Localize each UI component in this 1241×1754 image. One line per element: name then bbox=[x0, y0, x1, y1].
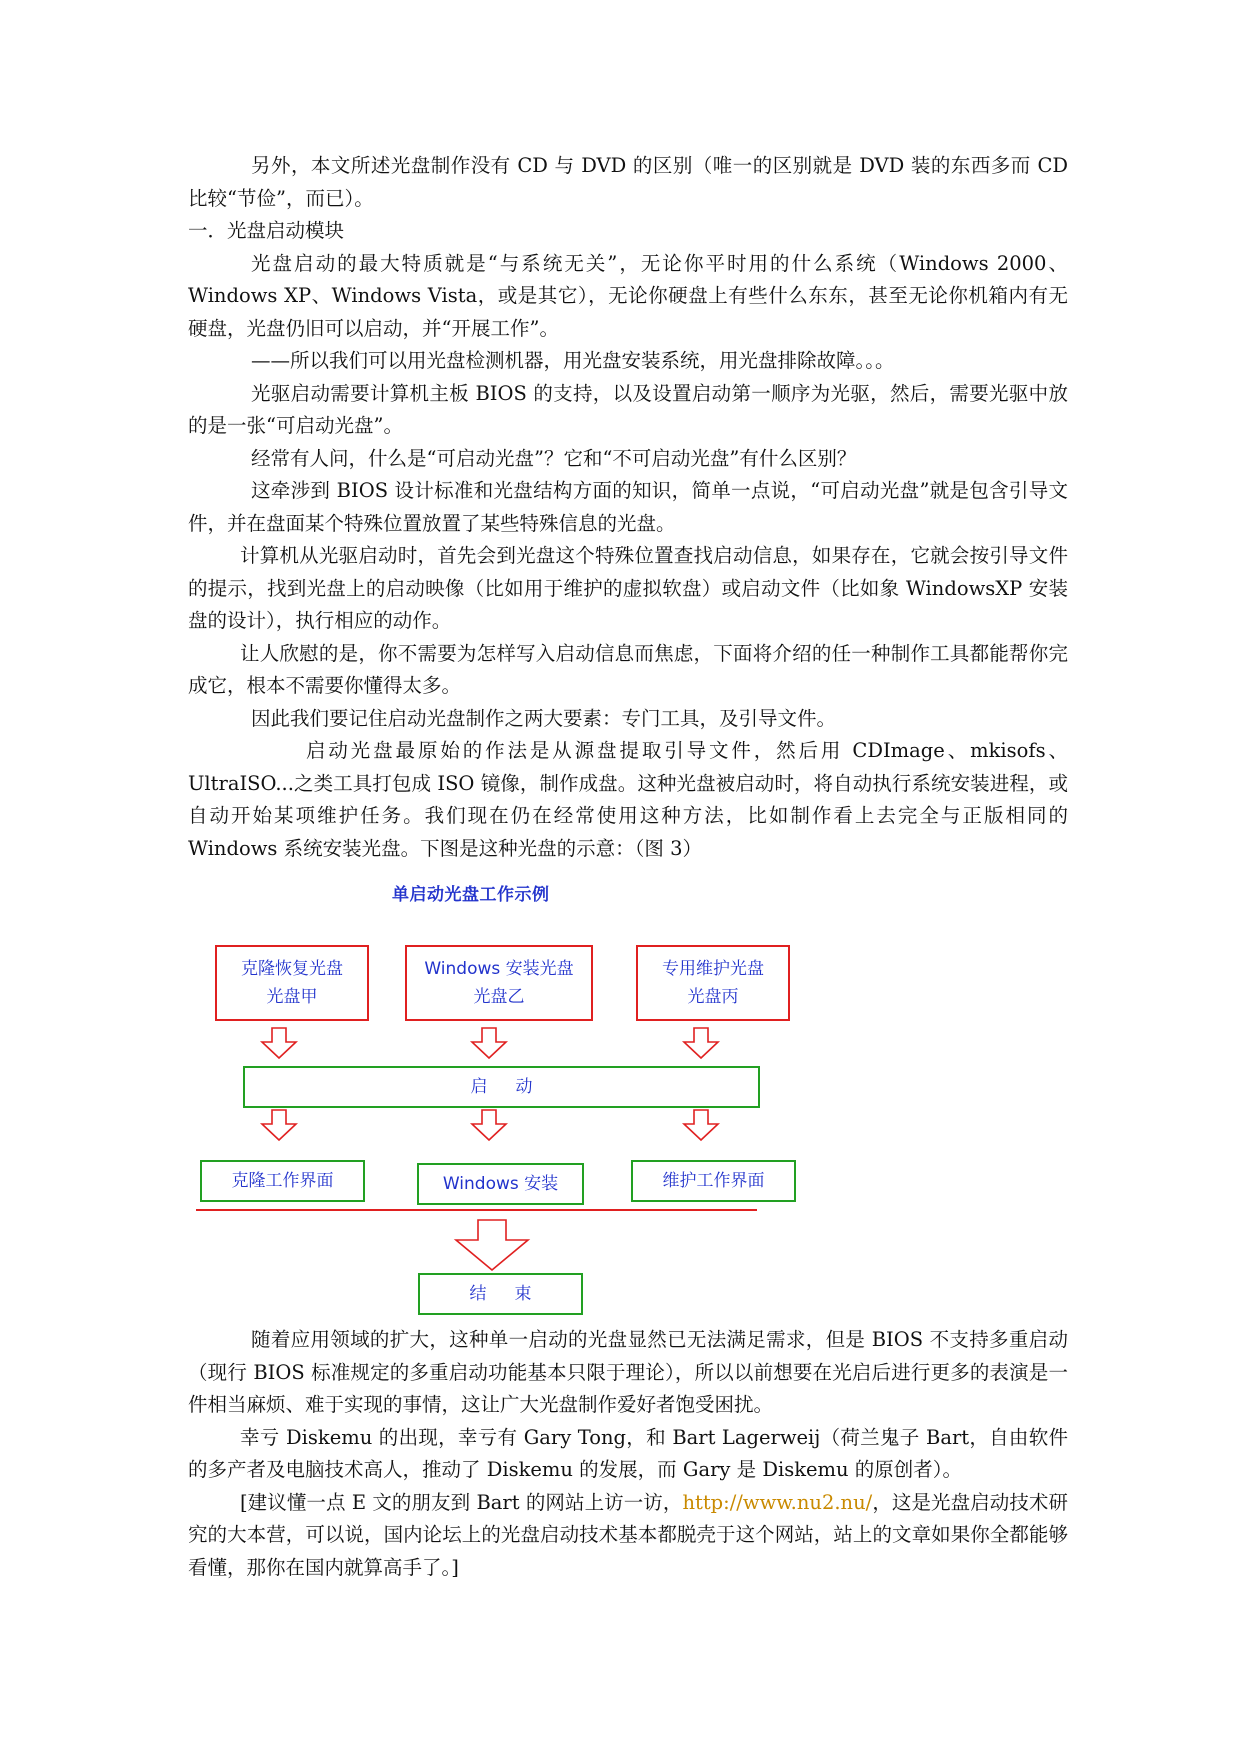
paragraph-uses: ——所以我们可以用光盘检测机器，用光盘安装系统，用光盘排除故障。。。 bbox=[251, 349, 895, 372]
disc-c-label: 专用维护光盘 bbox=[662, 959, 764, 979]
paragraph-diskemu: 幸亏 Diskemu 的出现，幸亏有 Gary Tong，和 Bart Lagerweij（荷兰鬼子 Bart，自由软件的多产者及电脑技术高人，推动了 Diskemu 的发展，而 Gary 是 Diskemu 的原创者）。 bbox=[188, 1425, 1068, 1481]
disc-a-box bbox=[215, 945, 369, 1021]
paragraph-question: 经常有人问，什么是“可启动光盘”？它和“不可启动光盘”有什么区别？ bbox=[251, 446, 857, 470]
paragraph-bios-standard: 这牵涉到 BIOS 设计标准和光盘结构方面的知识，简单一点说，“可启动光盘”就是包含引导文件，并在盘面某个特殊位置放置了某些特殊信息的光盘。 bbox=[188, 479, 1068, 535]
output-b-label: Windows 安装 bbox=[442, 1174, 559, 1194]
paragraph-two-elements: 因此我们要记住启动光盘制作之两大要素：专门工具，及引导文件。 bbox=[251, 706, 837, 730]
paragraph-cd-dvd: 另外，本文所述光盘制作没有 CD 与 DVD 的区别（唯一的区别就是 DVD 装的东西多而 CD 比较“节俭”，而已）。 bbox=[188, 154, 1068, 210]
end-label: 结束 bbox=[469, 1284, 560, 1304]
end-box bbox=[418, 1273, 583, 1315]
disc-b-label: Windows 安装光盘 bbox=[424, 959, 574, 979]
paragraph-boot-feature: 光盘启动的最大特质就是“与系统无关”，无论你平时用的什么系统（Windows 2000、Windows XP、Windows Vista，或是其它），无论你硬盘上有些什么东东，甚至无论你机箱内有无硬盘，光盘仍旧可以启动，并“开展工作”。 bbox=[188, 251, 1068, 340]
website-text-before: [建议懂一点 E 文的朋友到 Bart 的网站上访一访， bbox=[240, 1490, 683, 1514]
output-c-box bbox=[631, 1160, 796, 1202]
document-body-continued bbox=[188, 1324, 1068, 1584]
arrow-down-icon bbox=[456, 1220, 528, 1270]
disc-a-name: 光盘甲 bbox=[266, 987, 318, 1007]
document-body bbox=[188, 150, 1068, 865]
paragraph-boot-process: 计算机从光驱启动时，首先会到光盘这个特殊位置查找启动信息，如果存在，它就会按引导文件的提示，找到光盘上的启动映像（比如用于维护的虚拟软盘）或启动文件（比如象 WindowsXP 安装盘的设计），执行相应的动作。 bbox=[188, 544, 1068, 632]
disc-c-box bbox=[636, 945, 790, 1021]
disc-a-label: 克隆恢复光盘 bbox=[241, 959, 343, 979]
arrow-down-icon bbox=[684, 1028, 718, 1058]
paragraph-tools: 让人欣慰的是，你不需要为怎样写入启动信息而焦虑，下面将介绍的任一种制作工具都能帮你完成它，根本不需要你懂得太多。 bbox=[188, 641, 1068, 697]
disc-b-name: 光盘乙 bbox=[473, 987, 525, 1007]
output-c-label: 维护工作界面 bbox=[662, 1171, 765, 1191]
disc-c-name: 光盘丙 bbox=[687, 987, 739, 1007]
arrow-down-icon bbox=[262, 1110, 296, 1140]
paragraph-website bbox=[188, 1487, 1068, 1585]
disc-b-box bbox=[405, 945, 593, 1021]
output-a-box bbox=[200, 1160, 365, 1202]
output-a-label: 克隆工作界面 bbox=[231, 1171, 334, 1191]
paragraph-bios-support: 光驱启动需要计算机主板 BIOS 的支持，以及设置启动第一顺序为光驱，然后，需要光驱中放的是一张“可启动光盘”。 bbox=[188, 381, 1068, 437]
diagram-title: 单启动光盘工作示例 bbox=[392, 885, 550, 905]
arrow-down-icon bbox=[472, 1028, 506, 1058]
website-link[interactable]: http://www.nu2.nu/ bbox=[682, 1490, 873, 1514]
boot-label: 启动 bbox=[470, 1077, 561, 1097]
arrow-down-icon bbox=[262, 1028, 296, 1058]
arrow-down-icon bbox=[684, 1110, 718, 1140]
section-heading: 一．光盘启动模块 bbox=[188, 219, 345, 242]
website-text-after: ，这是光盘启动技术研究的大本营，可以说，国内论坛上的光盘启动技术基本都脱壳于这个网站，站上的文章如果你全都能够看懂，那你在国内就算高手了。] bbox=[188, 1490, 1068, 1579]
paragraph-original-method: 启动光盘最原始的作法是从源盘提取引导文件，然后用 CDImage、mkisofs、UltraISO...之类工具打包成 ISO 镜像，制作成盘。这种光盘被启动时，将自动执行系统安装进程，或自动开始某项维护任务。我们现在仍在经常使用这种方法，比如制作看上去完全与正版相同的 Windows 系统安装光盘。下图是这种光盘的示意：（图 3） bbox=[188, 739, 1068, 860]
paragraph-multi-boot: 随着应用领域的扩大，这种单一启动的光盘显然已无法满足需求，但是 BIOS 不支持多重启动（现行 BIOS 标准规定的多重启动功能基本只限于理论），所以以前想要在光启后进行更多的表演是一件相当麻烦、难于实现的事情，这让广大光盘制作爱好者饱受困扰。 bbox=[188, 1328, 1068, 1416]
arrow-down-icon bbox=[472, 1110, 506, 1140]
output-b-box bbox=[417, 1163, 584, 1205]
boot-box bbox=[243, 1066, 760, 1108]
